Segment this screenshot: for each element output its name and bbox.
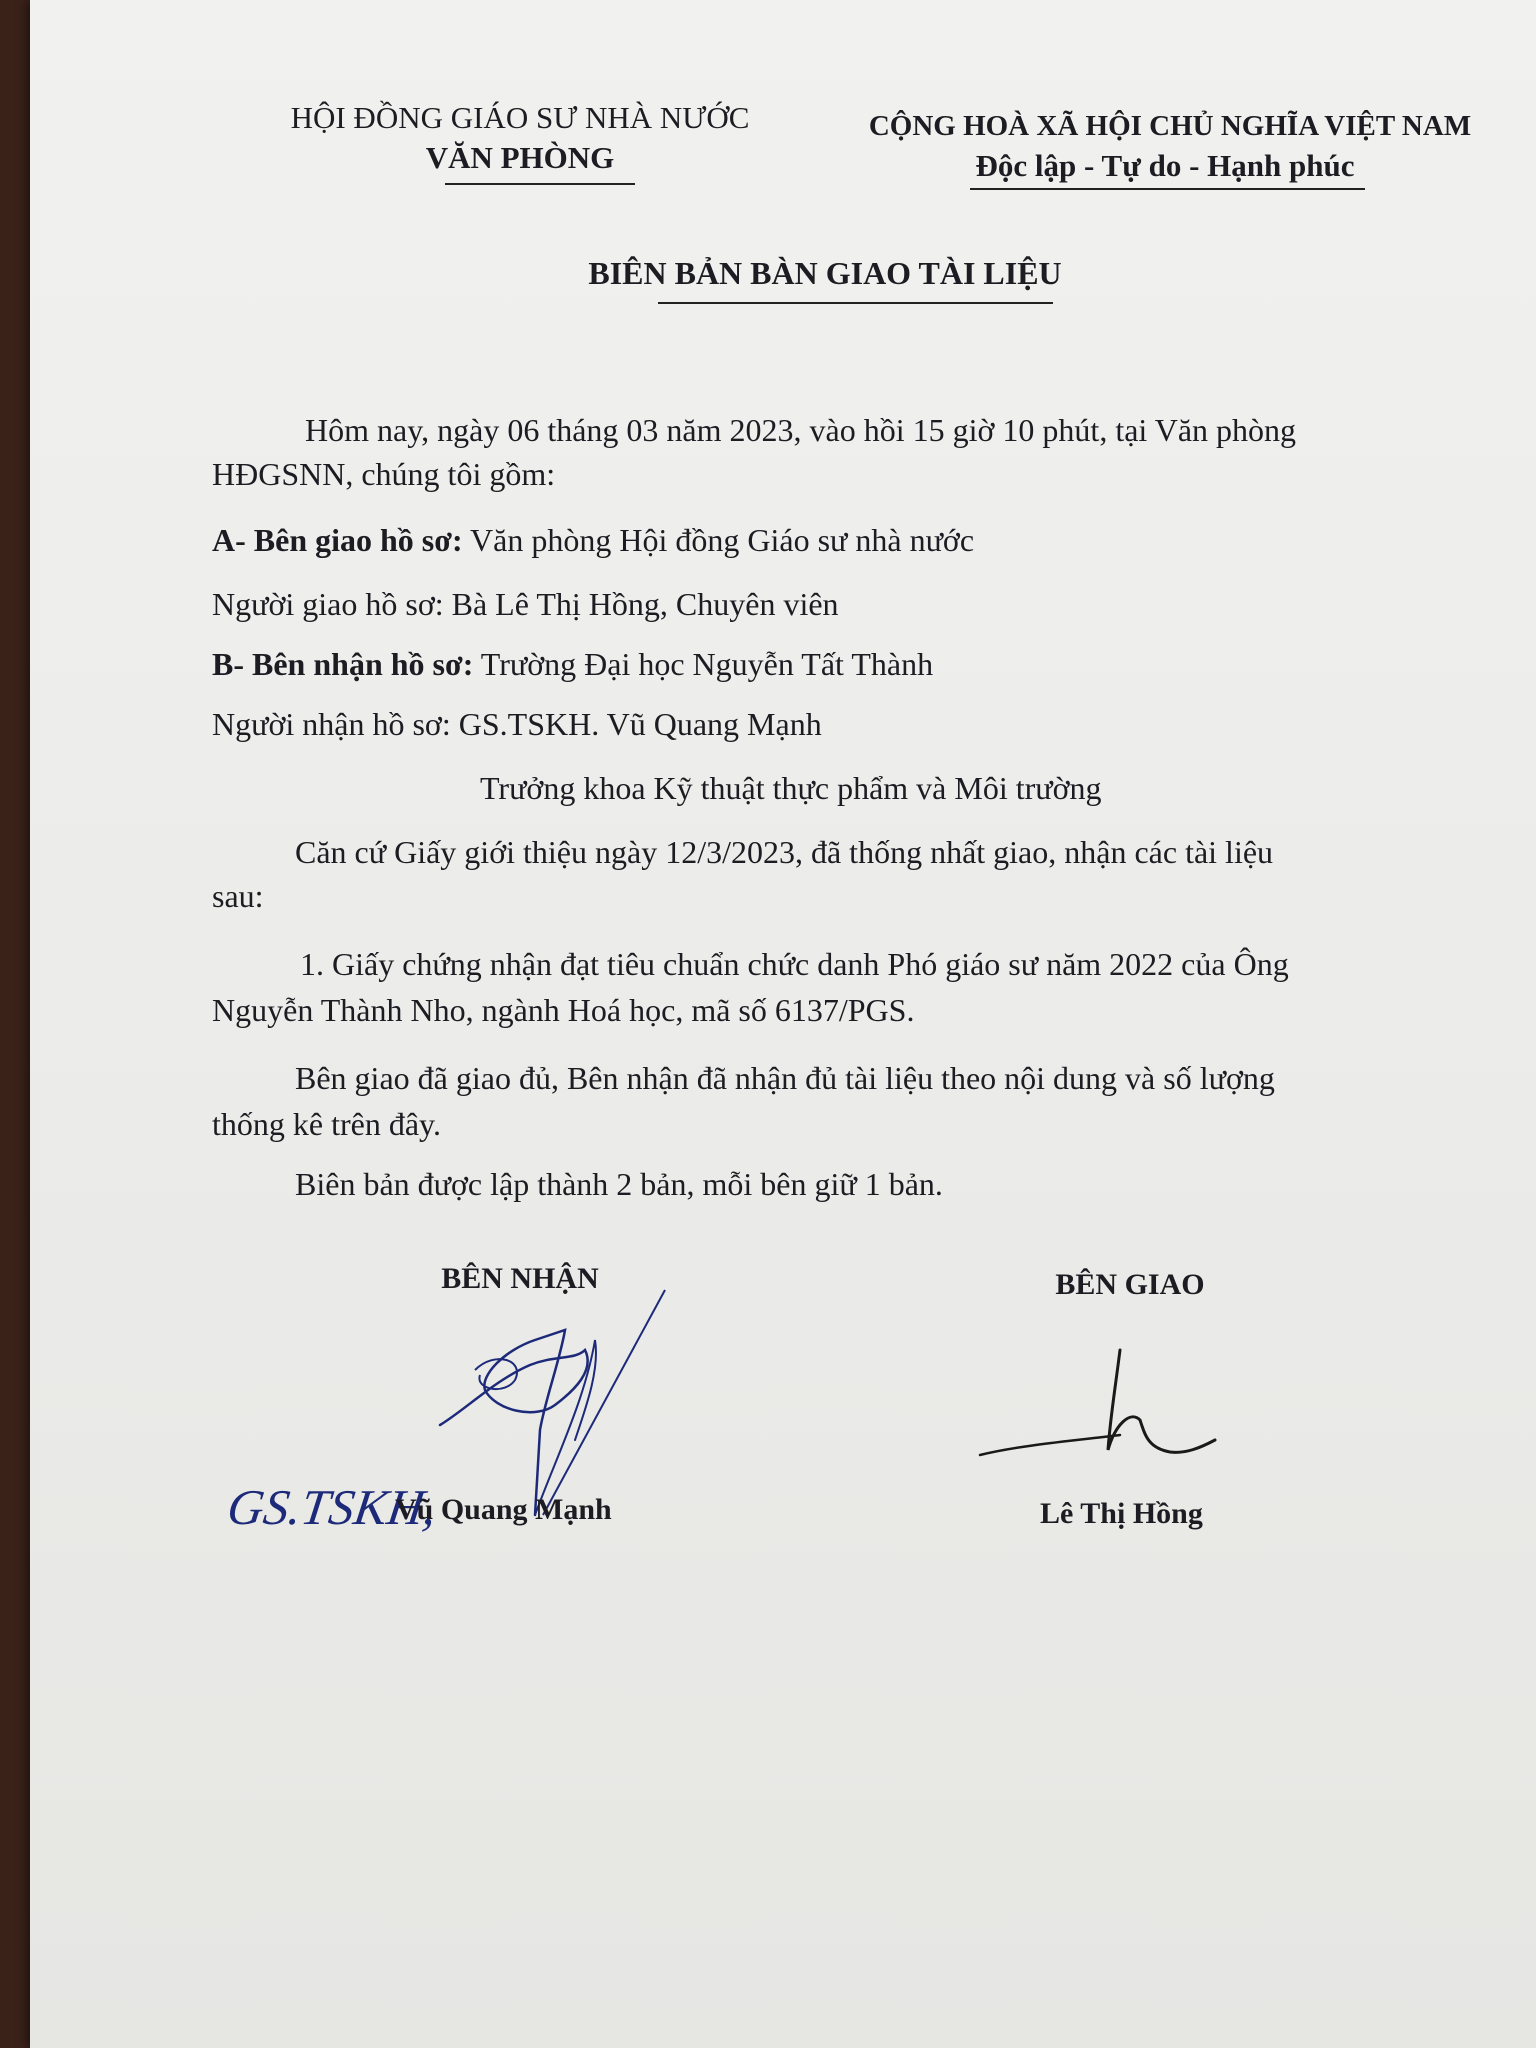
issuing-organization: HỘI ĐỒNG GIÁO SƯ NHÀ NƯỚC xyxy=(290,100,750,135)
intro-line-1: Hôm nay, ngày 06 tháng 03 năm 2023, vào hồi 15 giờ 10 phút, tại Văn phòng xyxy=(305,412,1297,448)
country-name: CỘNG HOÀ XÃ HỘI CHỦ NGHĨA VIỆT NAM xyxy=(868,110,1472,142)
party-a-label: A- Bên giao hồ sơ: xyxy=(212,522,463,558)
document-item-line-2: Nguyễn Thành Nho, ngành Hoá học, mã số 6137/PGS. xyxy=(212,992,915,1028)
receiver-signature-heading: BÊN NHẬN xyxy=(441,1262,599,1295)
party-b-label: B- Bên nhận hồ sơ: xyxy=(212,646,474,682)
party-b-value: Trường Đại học Nguyễn Tất Thành xyxy=(473,646,934,682)
party-b-line xyxy=(212,638,933,690)
basis-line-1: Căn cứ Giấy giới thiệu ngày 12/3/2023, đã thống nhất giao, nhận các tài liệu xyxy=(295,834,1274,870)
copies-line: Biên bản được lập thành 2 bản, mỗi bên giữ 1 bản. xyxy=(295,1166,943,1202)
national-motto: Độc lập - Tự do - Hạnh phúc xyxy=(975,148,1355,183)
receiver-signer-name: Vũ Quang Mạnh xyxy=(395,1493,612,1526)
giver-signer-name: Lê Thị Hồng xyxy=(1040,1497,1203,1530)
giver-signature-icon xyxy=(970,1340,1230,1470)
confirmation-line-2: thống kê trên đây. xyxy=(212,1106,441,1142)
party-a-line xyxy=(212,514,974,566)
party-a-value: Văn phòng Hội đồng Giáo sư nhà nước xyxy=(462,522,975,558)
giver-line: Người giao hồ sơ: Bà Lê Thị Hồng, Chuyên viên xyxy=(212,586,839,622)
document-title: BIÊN BẢN BÀN GIAO TÀI LIỆU xyxy=(588,255,1062,291)
receiver-line: Người nhận hồ sơ: GS.TSKH. Vũ Quang Mạnh xyxy=(212,706,822,742)
issuing-office: VĂN PHÒNG xyxy=(425,140,615,175)
basis-line-2: sau: xyxy=(212,878,264,914)
confirmation-line-1: Bên giao đã giao đủ, Bên nhận đã nhận đủ tài liệu theo nội dung và số lượng xyxy=(295,1060,1275,1096)
intro-line-2: HĐGSNN, chúng tôi gồm: xyxy=(212,456,556,492)
giver-signature-heading: BÊN GIAO xyxy=(1055,1268,1205,1301)
document-page xyxy=(30,0,1536,2048)
receiver-title-line: Trưởng khoa Kỹ thuật thực phẩm và Môi trường xyxy=(480,770,1102,806)
title-underline xyxy=(658,302,1053,304)
office-underline xyxy=(445,183,635,185)
document-item-line-1: 1. Giấy chứng nhận đạt tiêu chuẩn chức danh Phó giáo sư năm 2022 của Ông xyxy=(300,946,1289,982)
receiver-handwritten-title: GS.TSKH, xyxy=(224,1479,441,1535)
motto-underline xyxy=(970,188,1365,190)
